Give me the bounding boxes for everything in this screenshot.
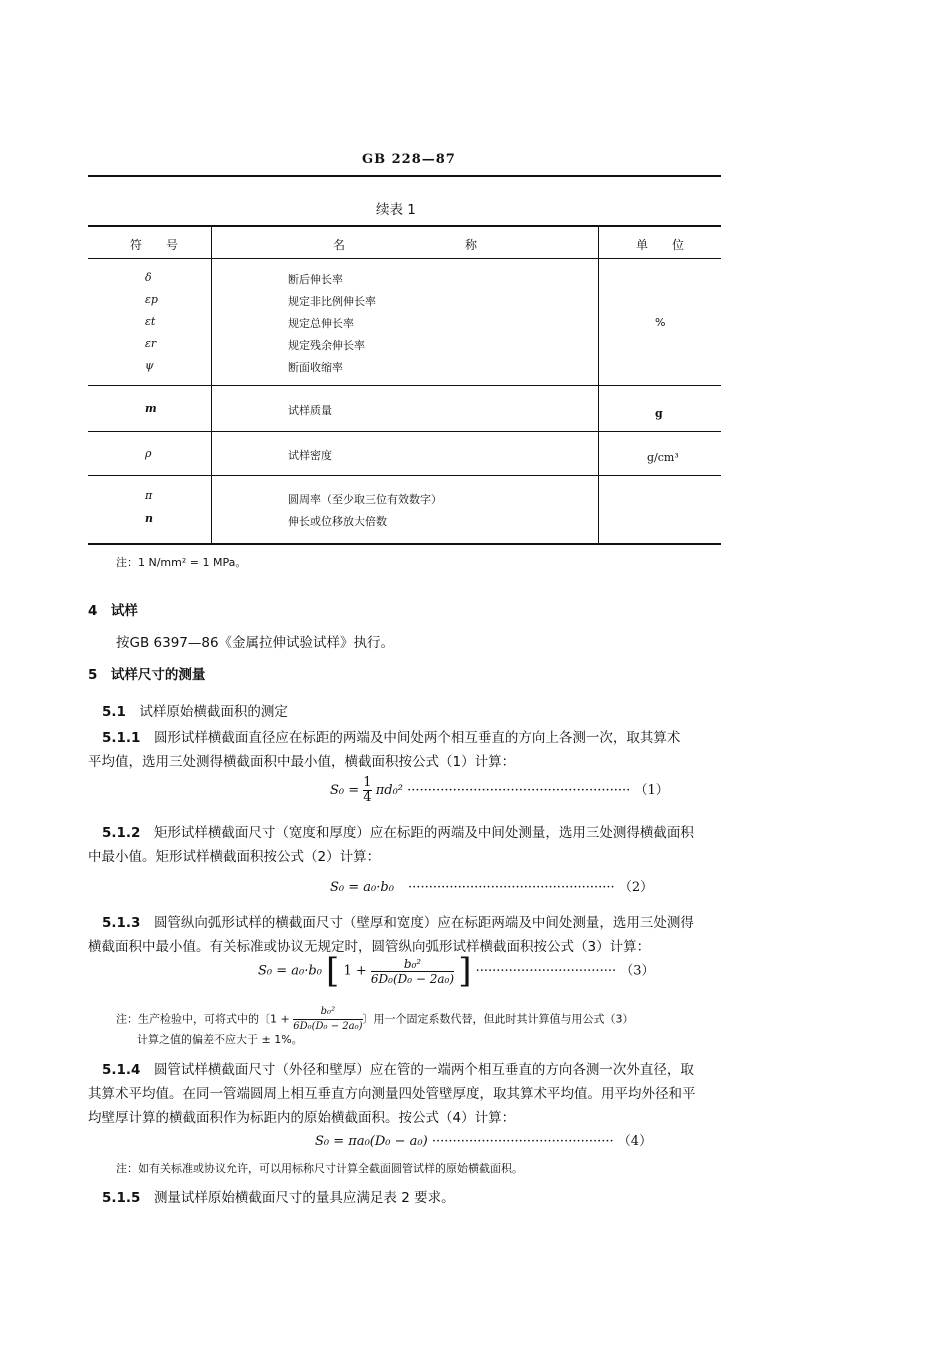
clause-5-1-2	[102, 821, 694, 841]
symbol-cell: ρ	[145, 447, 152, 460]
clause-line: 中最小值。矩形试样横截面积按公式（2）计算：	[88, 849, 381, 865]
col-header-symbol: 符 号	[130, 238, 179, 252]
name-cell: 伸长或位移放大倍数	[288, 515, 387, 528]
clause-text: 测量试样原始横截面尺寸的量具应满足表 2 要求。	[153, 1190, 455, 1206]
clause-line: 圆形试样横截面直径应在标距的两端及中间处两个相互垂直的方向上各测一次，取其算术	[153, 730, 681, 746]
symbol-cell: εr	[145, 337, 157, 350]
leader-dots: ············································	[431, 1134, 614, 1149]
symbol-cell: ψ	[145, 359, 154, 372]
header-rule	[88, 175, 721, 177]
leader-dots: ··································	[475, 963, 617, 979]
formula: S₀ = πa₀(D₀ − a₀)	[315, 1134, 428, 1149]
symbol-cell: εt	[145, 315, 156, 328]
clause-line: 圆管试样横截面尺寸（外径和壁厚）应在管的一端两个相互垂直的方向各测一次外直径，取	[153, 1062, 694, 1078]
formula-4-note: 注：如有关标准或协议允许，可以用标称尺寸计算全截面圆管试样的原始横截面积。	[116, 1162, 523, 1175]
clause-number: 5.1.3	[102, 915, 141, 931]
table-top-rule	[88, 225, 721, 227]
name-cell: 断面收缩率	[288, 361, 343, 374]
fraction	[371, 957, 454, 986]
note-text: 注：生产检验中，可将式中的〔1 +	[116, 1012, 294, 1026]
clause-line: 平均值，选用三处测得横截面积中最小值，横截面积按公式（1）计算：	[88, 754, 516, 770]
equation-number: （1）	[634, 783, 669, 798]
formula-rhs: πd₀²	[375, 783, 403, 798]
fraction	[293, 1005, 362, 1034]
formula-lhs: S₀ = a₀·b₀	[258, 963, 322, 979]
clause-number: 5.1.5	[102, 1190, 141, 1206]
leader-dots: ······················································	[407, 783, 631, 798]
clause-number: 5.1.2	[102, 825, 141, 841]
fraction-denominator: 6D₀(D₀ − 2a₀)	[370, 971, 455, 986]
symbol-cell: m	[145, 402, 157, 415]
clause-number: 5.1.1	[102, 730, 141, 746]
col-header-name: 名 称	[333, 238, 478, 252]
fraction-denominator: 4	[363, 790, 372, 805]
symbol-cell: n	[145, 512, 153, 525]
clause-line: 其算术平均值。在同一管端圆周上相互垂直方向测量四处管壁厚度，取其算术平均值。用平均外径和平	[88, 1086, 696, 1102]
equation-number: （2）	[618, 880, 654, 895]
clause-line: 横截面积中最小值。有关标准或协议无规定时，圆管纵向弧形试样横截面积按公式（3）计算：	[88, 939, 651, 955]
formula-4	[315, 1130, 652, 1149]
equation-number: （4）	[617, 1134, 653, 1149]
symbol-cell: π	[145, 489, 153, 502]
symbol-cell: εp	[145, 293, 158, 306]
note-line: 计算之值的偏差不应大于 ± 1%。	[137, 1033, 303, 1046]
clause-line: 均壁厚计算的横截面积作为标距内的原始横截面积。按公式（4）计算：	[88, 1110, 516, 1126]
fraction-numerator: b₀²	[293, 1005, 362, 1020]
symbol-cell: δ	[145, 271, 152, 284]
clause-5-1	[102, 700, 288, 720]
formula-term: 1 +	[343, 963, 371, 979]
table-note: 注：1 N/mm² = 1 MPa。	[116, 556, 247, 569]
clause-5-1-3	[102, 911, 694, 931]
clause-text: 试样原始横截面积的测定	[139, 704, 288, 720]
fraction-numerator: b₀²	[371, 957, 454, 972]
clause-number: 5.1.4	[102, 1062, 141, 1078]
table-col-divider	[211, 226, 212, 544]
note-text: 〕用一个固定系数代替，但此时其计算值与用公式（3）	[362, 1012, 634, 1026]
fraction	[363, 776, 371, 805]
table-row-rule	[88, 431, 721, 432]
section-4-heading	[88, 599, 138, 619]
name-cell: 试样密度	[288, 449, 332, 462]
name-cell: 规定残余伸长率	[288, 339, 365, 352]
clause-5-1-1	[102, 726, 680, 746]
leader-dots: ··················································	[408, 880, 615, 895]
col-header-unit: 单 位	[636, 238, 685, 252]
formula-lhs: S₀ =	[330, 783, 364, 798]
table-col-divider	[598, 226, 599, 544]
name-cell: 试样质量	[288, 404, 332, 417]
equation-number: （3）	[620, 963, 655, 979]
bracket-close: ]	[458, 951, 472, 991]
clause-5-1-4	[102, 1058, 694, 1078]
table-row-rule	[88, 475, 721, 476]
table-bottom-rule	[88, 543, 721, 545]
name-cell: 规定总伸长率	[288, 317, 354, 330]
unit-cell: g/cm³	[647, 451, 679, 464]
fraction-numerator: 1	[363, 775, 372, 790]
unit-cell: g	[655, 407, 663, 420]
section-number: 5	[88, 667, 98, 683]
fraction-denominator: 6D₀(D₀ − 2a₀)	[293, 1021, 363, 1032]
section-4-text: 按GB 6397—86《金属拉伸试验试样》执行。	[116, 635, 395, 651]
unit-cell: %	[655, 316, 666, 329]
formula: S₀ = a₀·b₀	[330, 880, 394, 895]
formula-3	[258, 951, 655, 991]
formula-2	[330, 876, 653, 895]
name-cell: 规定非比例伸长率	[288, 295, 376, 308]
standard-number: GB 228—87	[362, 152, 456, 167]
bracket-open: [	[326, 951, 340, 991]
name-cell: 断后伸长率	[288, 273, 343, 286]
table-caption: 续表 1	[376, 202, 416, 218]
section-number: 4	[88, 603, 98, 619]
formula-1	[330, 776, 669, 805]
section-5-heading	[88, 663, 205, 683]
name-cell: 圆周率（至少取三位有效数字）	[288, 493, 442, 506]
section-title: 试样	[110, 603, 138, 619]
section-title: 试样尺寸的测量	[110, 667, 206, 683]
formula-3-note	[116, 1005, 634, 1034]
clause-line: 矩形试样横截面尺寸（宽度和厚度）应在标距的两端及中间处测量，选用三处测得横截面积	[153, 825, 694, 841]
table-header-rule	[88, 258, 721, 259]
clause-5-1-5	[102, 1186, 455, 1206]
clause-line: 圆管纵向弧形试样的横截面尺寸（壁厚和宽度）应在标距两端及中间处测量，选用三处测得	[153, 915, 694, 931]
clause-number: 5.1	[102, 704, 126, 720]
table-row-rule	[88, 385, 721, 386]
